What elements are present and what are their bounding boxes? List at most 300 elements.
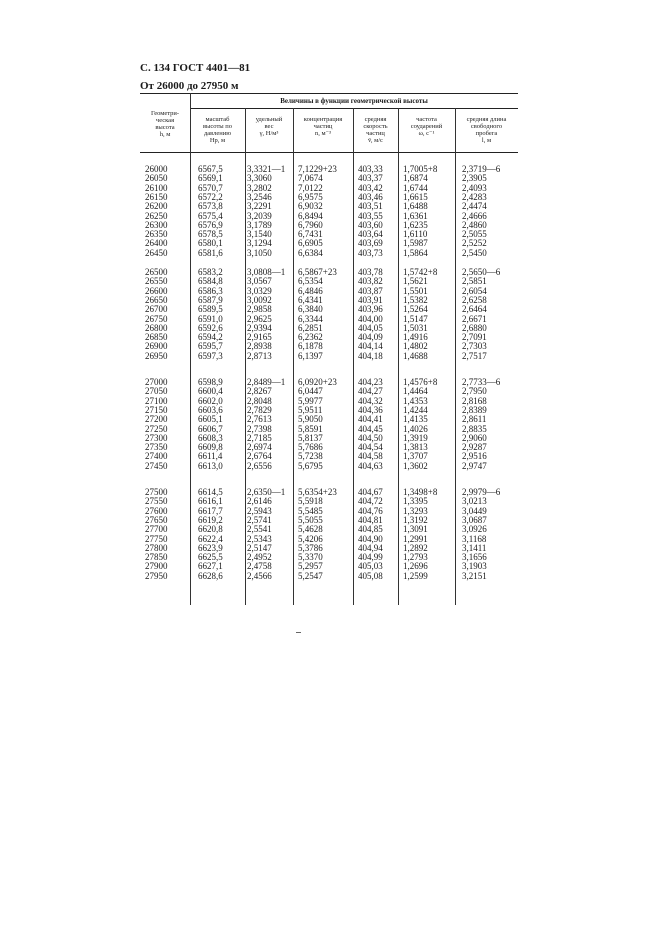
table-cell: 5,9977 <box>298 395 323 406</box>
table-cell: 6,6905 <box>298 238 323 249</box>
column-header: средняя скорость частиц v̄, м/с <box>363 116 388 144</box>
table-cell: 2,7613 <box>247 414 272 425</box>
table-cell: 1,7005+8 <box>403 164 438 174</box>
table-cell: 2,6258 <box>462 294 487 305</box>
table-cell: 403,33 <box>358 164 383 174</box>
table-cell: 6608,3 <box>198 432 223 443</box>
table-cell: 6595,7 <box>198 341 223 352</box>
table-cell: 3,0808—1 <box>247 267 286 277</box>
table-cell: 26950 <box>145 350 168 361</box>
table-cell: 3,1789 <box>247 219 272 230</box>
table-cell: 6,9575 <box>298 191 323 202</box>
table-cell: 27900 <box>145 561 168 572</box>
table-cell: 403,55 <box>358 210 383 221</box>
table-cell: 403,69 <box>358 238 383 249</box>
table-cell: 1,5501 <box>403 285 428 296</box>
table-cell: 1,6361 <box>403 210 428 221</box>
table-cell: 26400 <box>145 238 168 249</box>
table-cell: 2,7733—6 <box>462 377 501 387</box>
table-cell: 2,4566 <box>247 570 272 581</box>
table-cell: 1,4353 <box>403 395 428 406</box>
table-cell: 3,3321—1 <box>247 164 286 174</box>
table-cell: 1,4688 <box>403 350 428 361</box>
table-cell: 404,32 <box>358 395 383 406</box>
table-cell: 404,76 <box>358 505 383 516</box>
table-cell: 2,5147 <box>247 542 272 553</box>
table-cell: 26500 <box>145 267 168 277</box>
table-cell: 403,87 <box>358 285 383 296</box>
table-cell: 404,36 <box>358 404 383 415</box>
table-cell: 27700 <box>145 524 168 535</box>
table-cell: 6589,5 <box>198 304 223 315</box>
table-cell: 3,0687 <box>462 514 487 525</box>
table-cell: 2,4860 <box>462 219 487 230</box>
table-cell: 3,0926 <box>462 524 487 535</box>
table-cell: 1,2696 <box>403 561 428 572</box>
table-cell: 2,7950 <box>462 386 487 397</box>
table-cell: 2,9287 <box>462 442 487 453</box>
table-cell: 403,64 <box>358 229 383 240</box>
table-cell: 6573,8 <box>198 201 223 212</box>
table-cell: 6575,4 <box>198 210 223 221</box>
table-cell: 1,3602 <box>403 460 428 471</box>
table-cell: 6586,3 <box>198 285 223 296</box>
table-cell: 404,45 <box>358 423 383 434</box>
table-cell: 27450 <box>145 460 168 471</box>
table-cell: 1,3707 <box>403 451 428 462</box>
table-cell: 27950 <box>145 570 168 581</box>
range-title: От 26000 до 27950 м <box>140 80 239 92</box>
column-rule <box>245 108 246 605</box>
table-cell: 6594,2 <box>198 332 223 343</box>
table-cell: 1,4135 <box>403 414 428 425</box>
table-cell: 403,60 <box>358 219 383 230</box>
table-cell: 6572,2 <box>198 191 223 202</box>
table-cell: 1,3498+8 <box>403 487 438 497</box>
table-cell: 1,5987 <box>403 238 428 249</box>
table-cell: 27800 <box>145 542 168 553</box>
table-cell: 5,4206 <box>298 533 323 544</box>
table-cell: 3,0449 <box>462 505 487 516</box>
table-cell: 5,3786 <box>298 542 323 553</box>
table-cell: 1,3091 <box>403 524 428 535</box>
table-cell: 26100 <box>145 182 168 193</box>
table-cell: 3,2151 <box>462 570 487 581</box>
table-cell: 2,5851 <box>462 276 487 287</box>
table-cell: 1,6744 <box>403 182 428 193</box>
table-cell: 1,2892 <box>403 542 428 553</box>
table-cell: 1,6235 <box>403 219 428 230</box>
table-cell: 27000 <box>145 377 168 387</box>
table-cell: 2,8835 <box>462 423 487 434</box>
table-cell: 6605,1 <box>198 414 223 425</box>
table-cell: 2,5650—6 <box>462 267 501 277</box>
table-cell: 6603,6 <box>198 404 223 415</box>
table-cell: 404,99 <box>358 552 383 563</box>
table-cell: 403,96 <box>358 304 383 315</box>
table-cell: 1,2793 <box>403 552 428 563</box>
table-cell: 6580,1 <box>198 238 223 249</box>
table-cell: 2,6350—1 <box>247 487 286 497</box>
table-cell: 3,1050 <box>247 247 272 258</box>
table-cell: 6570,7 <box>198 182 223 193</box>
table-cell: 6,4341 <box>298 294 323 305</box>
table-cell: 405,03 <box>358 561 383 572</box>
column-header: средняя длина свободного пробега l, м <box>466 116 507 144</box>
table-cell: 1,5031 <box>403 322 428 333</box>
table-cell: 2,9858 <box>247 304 272 315</box>
table-cell: 1,4916 <box>403 332 428 343</box>
table-cell: 7,0122 <box>298 182 323 193</box>
table-cell: 7,1229+23 <box>298 164 337 174</box>
table-cell: 6578,5 <box>198 229 223 240</box>
table-cell: 404,90 <box>358 533 383 544</box>
table-cell: 1,6488 <box>403 201 428 212</box>
table-cell: 5,8137 <box>298 432 323 443</box>
column-header: масштаб высоты по давлению Hр, м <box>202 116 233 144</box>
table-cell: 6623,9 <box>198 542 223 553</box>
table-cell: 1,3919 <box>403 432 428 443</box>
table-cell: 27100 <box>145 395 168 406</box>
table-cell: 6,6384 <box>298 247 323 258</box>
table-cell: 2,5055 <box>462 229 487 240</box>
table-cell: 6,0920+23 <box>298 377 337 387</box>
table-cell: 5,5485 <box>298 505 323 516</box>
table-cell: 26850 <box>145 332 168 343</box>
table-cell: 6,5354 <box>298 276 323 287</box>
table-cell: 2,8713 <box>247 350 272 361</box>
table-cell: 6,5867+23 <box>298 267 337 277</box>
table-cell: 6584,8 <box>198 276 223 287</box>
table-cell: 6,8494 <box>298 210 323 221</box>
table-cell: 2,6671 <box>462 313 487 324</box>
column-header: Геометри- ческая высота h, м <box>150 110 180 138</box>
table-cell: 2,7398 <box>247 423 272 434</box>
table-cell: 2,4283 <box>462 191 487 202</box>
table-cell: 6619,2 <box>198 514 223 525</box>
table-cell: 27600 <box>145 505 168 516</box>
table-cell: 6613,0 <box>198 460 223 471</box>
table-cell: 404,18 <box>358 350 383 361</box>
table-cell: 6,3840 <box>298 304 323 315</box>
table-cell: 2,5252 <box>462 238 487 249</box>
table-cell: 2,9394 <box>247 322 272 333</box>
table-cell: 3,2802 <box>247 182 272 193</box>
table-cell: 2,9516 <box>462 451 487 462</box>
table-cell: 26700 <box>145 304 168 315</box>
table-cell: 3,0329 <box>247 285 272 296</box>
table-cell: 403,91 <box>358 294 383 305</box>
table-cell: 403,37 <box>358 173 383 184</box>
table-cell: 27150 <box>145 404 168 415</box>
table-cell: 404,23 <box>358 377 383 387</box>
table-cell: 1,5147 <box>403 313 428 324</box>
table-cell: 26900 <box>145 341 168 352</box>
table-cell: 2,4666 <box>462 210 487 221</box>
table-cell: 6628,6 <box>198 570 223 581</box>
table-cell: 6592,6 <box>198 322 223 333</box>
table-cell: 404,27 <box>358 386 383 397</box>
table-cell: 6,2851 <box>298 322 323 333</box>
table-cell: 6627,1 <box>198 561 223 572</box>
table-cell: 6569,1 <box>198 173 223 184</box>
table-cell: 2,7303 <box>462 341 487 352</box>
table-cell: 6587,9 <box>198 294 223 305</box>
table-cell: 27250 <box>145 423 168 434</box>
table-cell: 2,8267 <box>247 386 272 397</box>
table-cell: 6597,3 <box>198 350 223 361</box>
table-cell: 2,7517 <box>462 350 487 361</box>
table-cell: 2,9747 <box>462 460 487 471</box>
table-cell: 5,9511 <box>298 404 323 415</box>
column-rule <box>353 108 354 605</box>
table-cell: 1,4464 <box>403 386 428 397</box>
table-cell: 2,5450 <box>462 247 487 258</box>
table-cell: 2,8389 <box>462 404 487 415</box>
table-cell: 27750 <box>145 533 168 544</box>
table-cell: 404,41 <box>358 414 383 425</box>
table-cell: 6606,7 <box>198 423 223 434</box>
table-cell: 6598,9 <box>198 377 223 387</box>
table-cell: 6617,7 <box>198 505 223 516</box>
table-cell: 2,8048 <box>247 395 272 406</box>
table-cell: 404,54 <box>358 442 383 453</box>
header-bottom-rule <box>140 152 518 153</box>
table-cell: 26050 <box>145 173 168 184</box>
table-cell: 2,6146 <box>247 496 272 507</box>
table-cell: 1,3293 <box>403 505 428 516</box>
page-mark <box>296 632 301 633</box>
table-cell: 6591,0 <box>198 313 223 324</box>
table-cell: 26750 <box>145 313 168 324</box>
table-cell: 2,7091 <box>462 332 487 343</box>
table-cell: 404,14 <box>358 341 383 352</box>
column-rule <box>293 108 294 605</box>
table-cell: 404,00 <box>358 313 383 324</box>
table-cell: 2,7829 <box>247 404 272 415</box>
table-cell: 1,6874 <box>403 173 428 184</box>
table-cell: 2,9979—6 <box>462 487 501 497</box>
table-cell: 1,5864 <box>403 247 428 258</box>
table-cell: 404,67 <box>358 487 383 497</box>
table-cell: 2,4093 <box>462 182 487 193</box>
table-cell: 6614,5 <box>198 487 223 497</box>
table-cell: 1,5742+8 <box>403 267 438 277</box>
table-cell: 3,2546 <box>247 191 272 202</box>
table-cell: 6611,4 <box>198 451 223 462</box>
column-header: удельный вес γ, Н/м³ <box>255 116 283 137</box>
table-cell: 2,4758 <box>247 561 272 572</box>
table-cell: 3,1903 <box>462 561 487 572</box>
table-cell: 404,94 <box>358 542 383 553</box>
table-cell: 403,82 <box>358 276 383 287</box>
table-cell: 2,5741 <box>247 514 272 525</box>
table-cell: 5,6354+23 <box>298 487 337 497</box>
table-cell: 2,9060 <box>462 432 487 443</box>
table-cell: 26600 <box>145 285 168 296</box>
table-cell: 2,6880 <box>462 322 487 333</box>
table-cell: 6576,9 <box>198 219 223 230</box>
table-cell: 405,08 <box>358 570 383 581</box>
table-cell: 26250 <box>145 210 168 221</box>
table-cell: 5,2547 <box>298 570 323 581</box>
table-cell: 2,3905 <box>462 173 487 184</box>
table-cell: 6,3344 <box>298 313 323 324</box>
table-cell: 26450 <box>145 247 168 258</box>
table-cell: 5,6795 <box>298 460 323 471</box>
table-cell: 6583,2 <box>198 267 223 277</box>
table-cell: 1,4576+8 <box>403 377 438 387</box>
table-cell: 3,1168 <box>462 533 487 544</box>
table-cell: 3,2291 <box>247 201 272 212</box>
table-cell: 2,5343 <box>247 533 272 544</box>
table-cell: 7,0674 <box>298 173 323 184</box>
table-cell: 3,0092 <box>247 294 272 305</box>
table-cell: 5,9050 <box>298 414 323 425</box>
table-cell: 27350 <box>145 442 168 453</box>
table-cell: 404,58 <box>358 451 383 462</box>
table-cell: 404,81 <box>358 514 383 525</box>
table-cell: 404,05 <box>358 322 383 333</box>
group-header: Величины в функции геометрической высоты <box>280 97 428 105</box>
table-cell: 5,3370 <box>298 552 323 563</box>
table-cell: 6,9032 <box>298 201 323 212</box>
table-cell: 2,3719—6 <box>462 164 501 174</box>
table-cell: 2,5943 <box>247 505 272 516</box>
table-cell: 1,4802 <box>403 341 428 352</box>
table-cell: 26200 <box>145 201 168 212</box>
column-rule <box>398 108 399 605</box>
table-cell: 26650 <box>145 294 168 305</box>
table-cell: 2,6054 <box>462 285 487 296</box>
table-cell: 5,5055 <box>298 514 323 525</box>
table-cell: 404,72 <box>358 496 383 507</box>
table-cell: 403,73 <box>358 247 383 258</box>
table-cell: 2,9625 <box>247 313 272 324</box>
table-cell: 1,4026 <box>403 423 428 434</box>
table-cell: 5,7686 <box>298 442 323 453</box>
table-cell: 403,46 <box>358 191 383 202</box>
group-header-rule <box>190 108 518 109</box>
table-cell: 1,5264 <box>403 304 428 315</box>
table-cell: 3,3060 <box>247 173 272 184</box>
table-cell: 6620,8 <box>198 524 223 535</box>
table-cell: 404,85 <box>358 524 383 535</box>
table-cell: 6609,8 <box>198 442 223 453</box>
table-cell: 6602,0 <box>198 395 223 406</box>
table-cell: 2,8489—1 <box>247 377 286 387</box>
table-cell: 6,0447 <box>298 386 323 397</box>
table-cell: 3,1411 <box>462 542 487 553</box>
table-cell: 6,1878 <box>298 341 323 352</box>
table-cell: 403,78 <box>358 267 383 277</box>
table-cell: 5,2957 <box>298 561 323 572</box>
table-cell: 3,1656 <box>462 552 487 563</box>
table-cell: 2,8168 <box>462 395 487 406</box>
table-cell: 26150 <box>145 191 168 202</box>
table-cell: 27550 <box>145 496 168 507</box>
column-rule <box>190 93 191 605</box>
table-cell: 26800 <box>145 322 168 333</box>
table-cell: 2,9165 <box>247 332 272 343</box>
table-cell: 404,50 <box>358 432 383 443</box>
table-cell: 6616,1 <box>198 496 223 507</box>
table-cell: 5,8591 <box>298 423 323 434</box>
table-cell: 2,6464 <box>462 304 487 315</box>
column-header: частота соударений ω, с⁻¹ <box>410 116 443 137</box>
table-cell: 3,0567 <box>247 276 272 287</box>
table-cell: 1,5382 <box>403 294 428 305</box>
table-cell: 6,4846 <box>298 285 323 296</box>
table-cell: 5,5918 <box>298 496 323 507</box>
table-cell: 404,09 <box>358 332 383 343</box>
table-cell: 403,42 <box>358 182 383 193</box>
table-cell: 26550 <box>145 276 168 287</box>
table-cell: 27850 <box>145 552 168 563</box>
table-cell: 26300 <box>145 219 168 230</box>
table-cell: 404,63 <box>358 460 383 471</box>
column-header: концентрация частиц n, м⁻³ <box>303 116 343 137</box>
table-cell: 1,4244 <box>403 404 428 415</box>
table-cell: 27050 <box>145 386 168 397</box>
table-cell: 2,8938 <box>247 341 272 352</box>
table-cell: 2,5541 <box>247 524 272 535</box>
table-cell: 27500 <box>145 487 168 497</box>
table-cell: 27200 <box>145 414 168 425</box>
table-cell: 6600,4 <box>198 386 223 397</box>
table-cell: 3,1294 <box>247 238 272 249</box>
table-cell: 6622,4 <box>198 533 223 544</box>
table-cell: 27400 <box>145 451 168 462</box>
table-cell: 6625,5 <box>198 552 223 563</box>
table-cell: 6,7960 <box>298 219 323 230</box>
table-cell: 1,6615 <box>403 191 428 202</box>
table-cell: 1,3192 <box>403 514 428 525</box>
column-rule <box>455 108 456 605</box>
table-cell: 1,2991 <box>403 533 428 544</box>
table-cell: 2,6556 <box>247 460 272 471</box>
table-cell: 2,4474 <box>462 201 487 212</box>
table-cell: 27300 <box>145 432 168 443</box>
table-cell: 2,4952 <box>247 552 272 563</box>
table-cell: 403,51 <box>358 201 383 212</box>
table-cell: 6581,6 <box>198 247 223 258</box>
table-cell: 3,0213 <box>462 496 487 507</box>
table-cell: 27650 <box>145 514 168 525</box>
table-cell: 2,6764 <box>247 451 272 462</box>
table-cell: 2,7185 <box>247 432 272 443</box>
table-cell: 6567,5 <box>198 164 223 174</box>
table-cell: 2,8611 <box>462 414 487 425</box>
table-top-rule <box>140 93 518 94</box>
table-cell: 6,7431 <box>298 229 323 240</box>
table-cell: 26350 <box>145 229 168 240</box>
table-cell: 1,6110 <box>403 229 428 240</box>
table-cell: 5,7238 <box>298 451 323 462</box>
table-cell: 6,2362 <box>298 332 323 343</box>
table-cell: 3,1540 <box>247 229 272 240</box>
table-cell: 2,6974 <box>247 442 272 453</box>
table-cell: 1,3813 <box>403 442 428 453</box>
table-cell: 3,2039 <box>247 210 272 221</box>
table-cell: 1,5621 <box>403 276 428 287</box>
page-header: С. 134 ГОСТ 4401—81 <box>140 62 251 74</box>
table-cell: 1,3395 <box>403 496 428 507</box>
table-cell: 26000 <box>145 164 168 174</box>
table-cell: 5,4628 <box>298 524 323 535</box>
table-cell: 6,1397 <box>298 350 323 361</box>
table-cell: 1,2599 <box>403 570 428 581</box>
